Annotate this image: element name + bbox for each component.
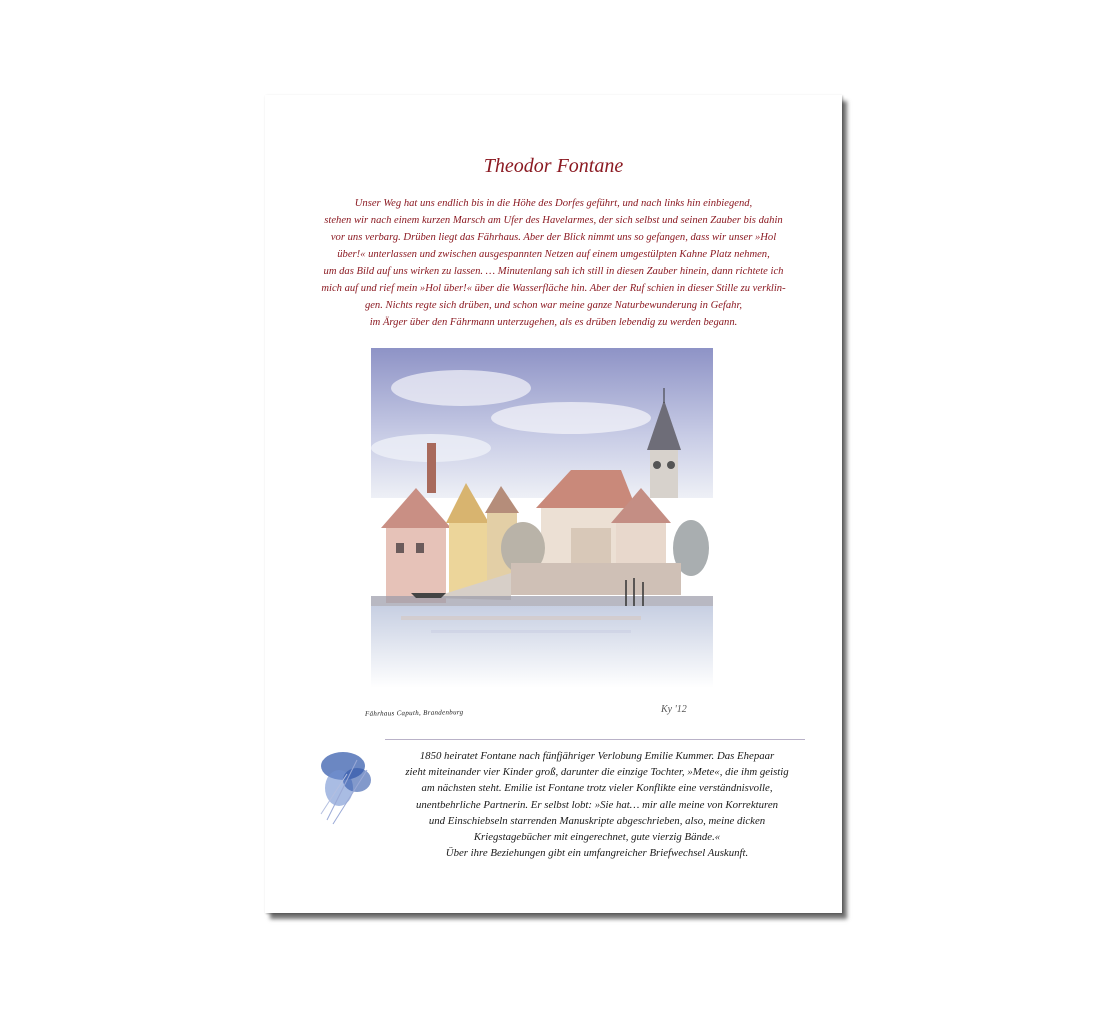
bio-line: Über ihre Beziehungen gibt ein umfangreicher Briefwechsel Auskunft. — [445, 847, 749, 860]
quote-line: Unser Weg hat uns endlich bis in die Höhe des Dorfes geführt, und nach links hin einbiegend, — [354, 198, 753, 209]
watercolor-painting — [371, 348, 713, 688]
bio-line: und Einschiebseln starrenden Manuskripte abgeschrieben, also, meine dicken — [428, 814, 766, 827]
bio-line: zieht miteinander vier Kinder groß, darunter die einzige Tochter, »Mete«, die ihm geistig — [405, 766, 789, 779]
quote-line: über!« unterlassen und zwischen ausgespannten Netzen auf einem umgestülpten Kahne Platz nehmen, — [337, 249, 770, 260]
fontane-quote — [285, 195, 822, 331]
quote-line: vor uns verbarg. Drüben liegt das Fährhaus. Aber der Blick nimmt uns so gefangen, dass wir unser »Hol — [330, 232, 777, 243]
bio-line: am nächsten steht. Emilie ist Fontane trotz vieler Konflikte eine verständnisvolle, — [421, 782, 773, 795]
quote-line: um das Bild auf uns wirken zu lassen. … Minutenlang sah ich still in diesen Zauber hinein, dann richtete ich — [323, 266, 784, 277]
poster-sheet — [265, 95, 842, 913]
biography-text — [392, 748, 802, 861]
quote-line: gen. Nichts regte sich drüben, und schon war meine ganze Naturbewunderung in Gefahr, — [364, 300, 743, 311]
blue-watercolor-vignette — [309, 740, 387, 832]
poster-title: Theodor Fontane — [483, 155, 624, 177]
artist-signature: Ky '12 — [661, 704, 687, 715]
painting-caption: Fährhaus Caputh, Brandenburg — [364, 708, 464, 718]
bio-line: unentbehrliche Partnerin. Er selbst lobt: »Sie hat… mir alle meine von Korrekturen — [415, 798, 779, 811]
bio-line: Kriegstagebücher mit eingerechnet, gute vierzig Bände.« — [473, 831, 721, 844]
quote-line: mich auf und rief mein »Hol über!« über die Wasserfläche hin. Aber der Ruf schien in dieser Stille zu verklin- — [321, 283, 786, 294]
quote-line: stehen wir nach einem kurzen Marsch am Ufer des Havelarmes, der sich selbst und seinen Zauber bis dahin — [324, 215, 783, 226]
bio-line: 1850 heiratet Fontane nach fünfjähriger Verlobung Emilie Kummer. Das Ehepaar — [419, 750, 775, 762]
quote-line: im Ärger über den Fährmann unterzugehen, als es drüben lebendig zu werden begann. — [369, 317, 738, 328]
divider — [385, 739, 805, 740]
